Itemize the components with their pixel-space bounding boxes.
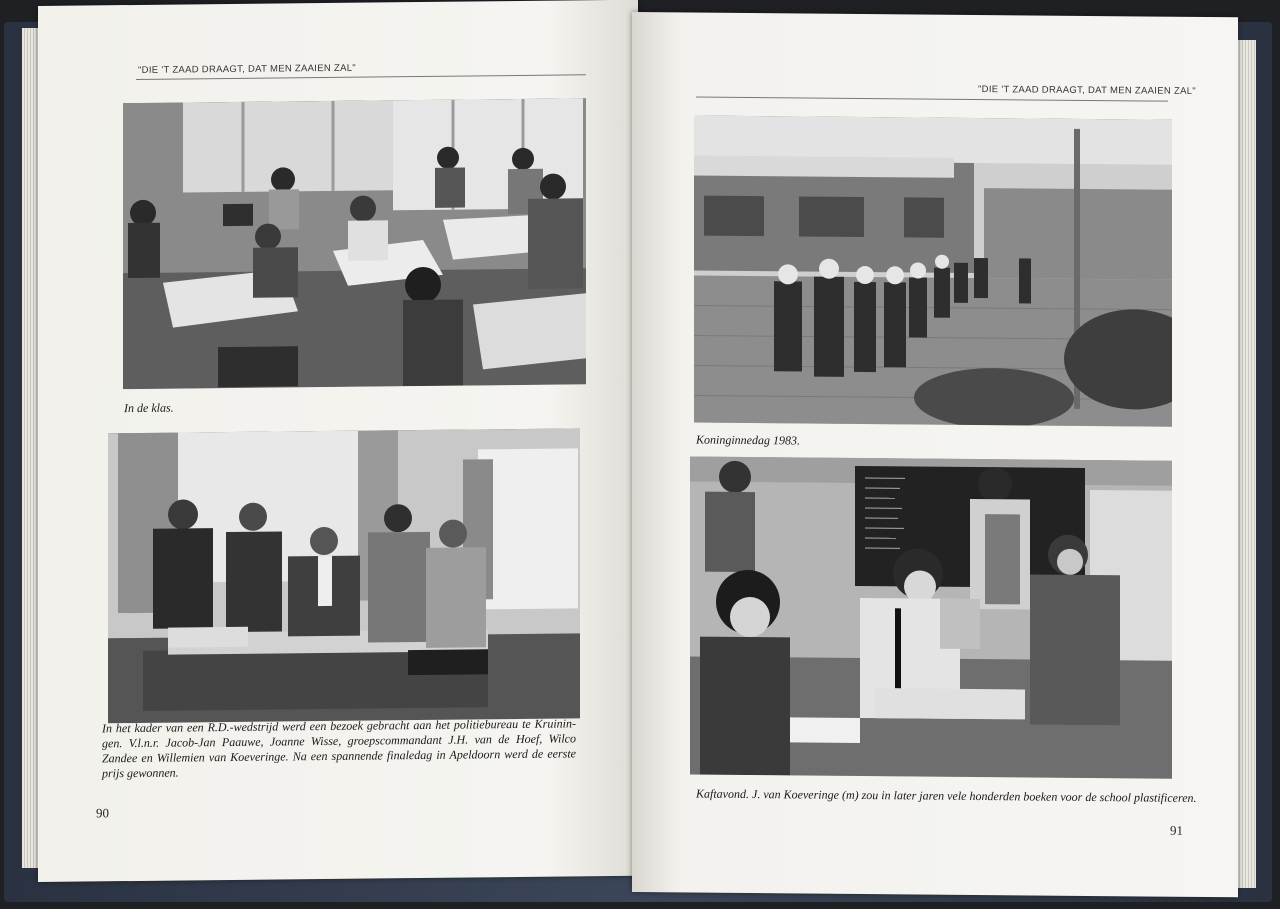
- left-page: [38, 0, 638, 882]
- classroom-photo: [123, 98, 586, 389]
- header-rule: [696, 97, 1168, 102]
- book-covering-evening-photo: [690, 457, 1172, 779]
- page-number: 91: [1170, 822, 1183, 838]
- kings-day-photo: [694, 116, 1172, 427]
- caption-classroom: In de klas.: [124, 400, 174, 416]
- page-number: 90: [96, 805, 109, 821]
- right-page: [632, 12, 1238, 897]
- caption-kings-day: Koninginnedag 1983.: [696, 432, 800, 448]
- caption-police-visit: In het kader van een R.D.-wedstrijd werd een bezoek gebracht aan het politiebureau te Kruinin-gen. V.l.n.r. Jacob-Jan Paauwe, Joanne Wisse, groepscommandant J.H. van de Hoef, Wilco Zandee en Willemien van Koeveringe. Na een spannende finaledag in Apeldoorn werd de eerste prijs gewonnen.: [102, 716, 576, 781]
- police-station-photo: [108, 428, 580, 723]
- running-head: "DIE 'T ZAAD DRAAGT, DAT MEN ZAAIEN ZAL": [978, 84, 1196, 97]
- running-head: "DIE 'T ZAAD DRAAGT, DAT MEN ZAAIEN ZAL": [138, 62, 356, 76]
- caption-book-covering: Kaftavond. J. van Koeveringe (m) zou in later jaren vele honderden boeken voor de school plastificeren.: [696, 786, 1197, 805]
